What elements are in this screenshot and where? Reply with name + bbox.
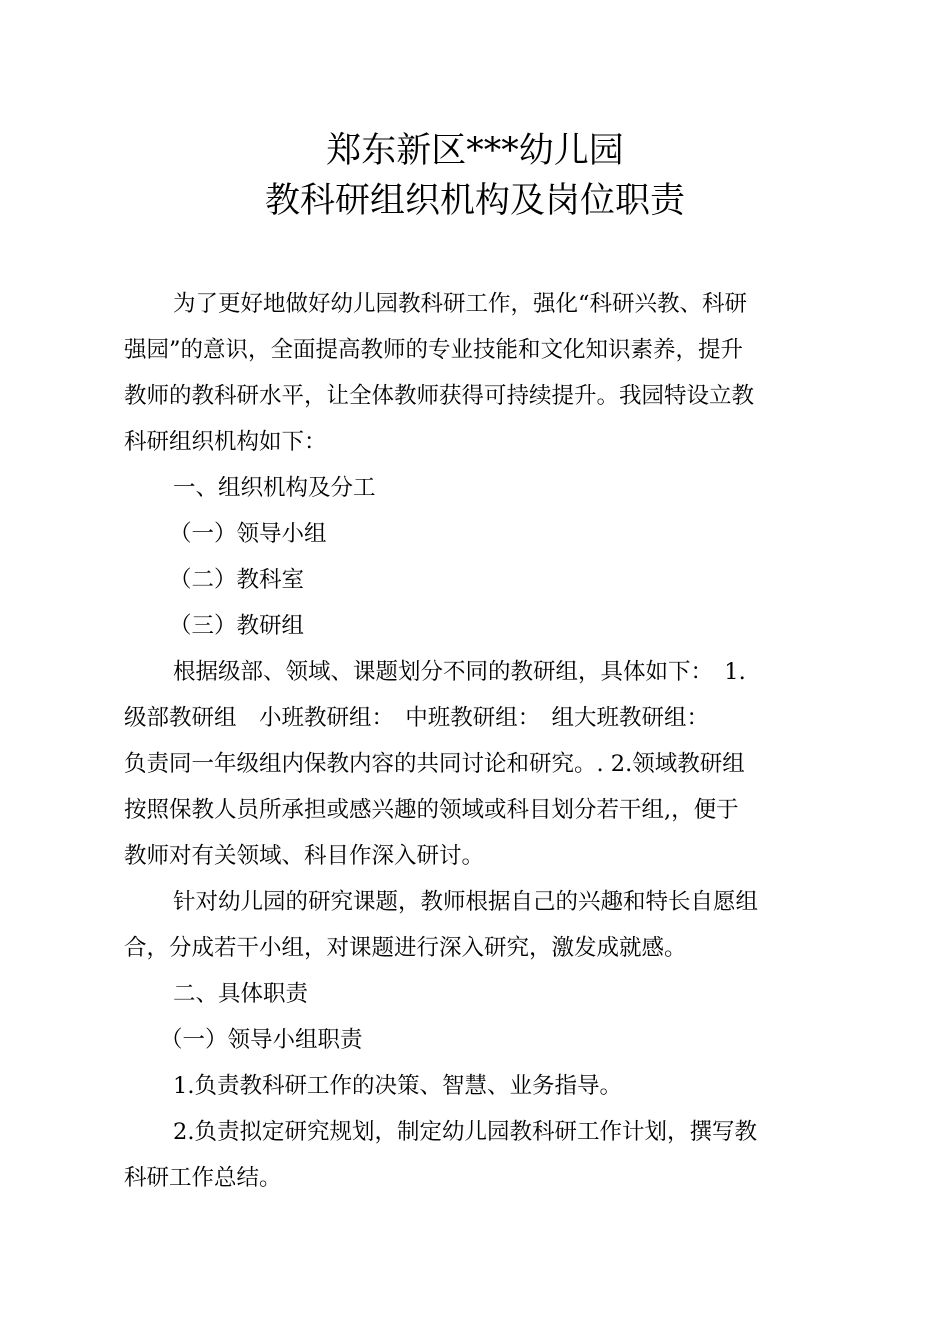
text-line: 科研工作总结。 [124, 1165, 282, 1191]
text-line: 强园”的意识，全面提高教师的专业技能和文化知识素养，提升 [124, 337, 744, 363]
title-kindergarten-name: 郑东新区***幼儿园 [326, 131, 624, 171]
text-line: 按照保教人员所承担或感兴趣的领域或科目划分若干组,，便于 [124, 797, 739, 823]
list-item-leadership-group: （一）领导小组 [169, 521, 327, 547]
list-item-research-office: （二）教科室 [169, 567, 305, 593]
text-line: 负责同一年级组内保教内容的共同讨论和研究。. 2.领域教研组 [124, 751, 745, 777]
text-line: 科研组织机构如下： [124, 429, 327, 455]
list-item-teaching-research-group: （三）教研组 [169, 613, 305, 639]
section-heading-duties: 二、具体职责 [173, 981, 309, 1007]
duty-item-1: 1.负责教科研工作的决策、智慧、业务指导。 [173, 1073, 622, 1099]
text-line: 为了更好地做好幼儿园教科研工作，强化“科研兴教、科研 [173, 291, 748, 317]
groups-paragraph [124, 649, 832, 879]
text-line: 教师的教科研水平，让全体教师获得可持续提升。我园特设立教 [124, 383, 755, 409]
text-line: 教师对有关领域、科目作深入研讨。 [124, 843, 485, 869]
text-line: 2.负责拟定研究规划，制定幼儿园教科研工作计划，撰写教 [173, 1119, 757, 1145]
text-line: 针对幼儿园的研究课题，教师根据自己的兴趣和特长自愿组 [173, 889, 759, 915]
text-line: 合，分成若干小组，对课题进行深入研究，激发成就感。 [124, 935, 687, 961]
duty-item-2 [124, 1109, 832, 1201]
subsection-heading-leadership-duties: （一）领导小组职责 [160, 1027, 363, 1053]
topic-paragraph [124, 879, 832, 971]
text-line: 级部教研组 小班教研组： 中班教研组： 组大班教研组： [124, 705, 710, 731]
section-heading-organization: 一、组织机构及分工 [173, 475, 376, 501]
title-subject: 教科研组织机构及岗位职责 [264, 181, 685, 221]
text-line: 根据级部、领域、课题划分不同的教研组，具体如下： 1. [173, 659, 746, 685]
intro-paragraph [124, 281, 832, 465]
document-title [0, 126, 950, 226]
document-body [124, 281, 832, 1201]
